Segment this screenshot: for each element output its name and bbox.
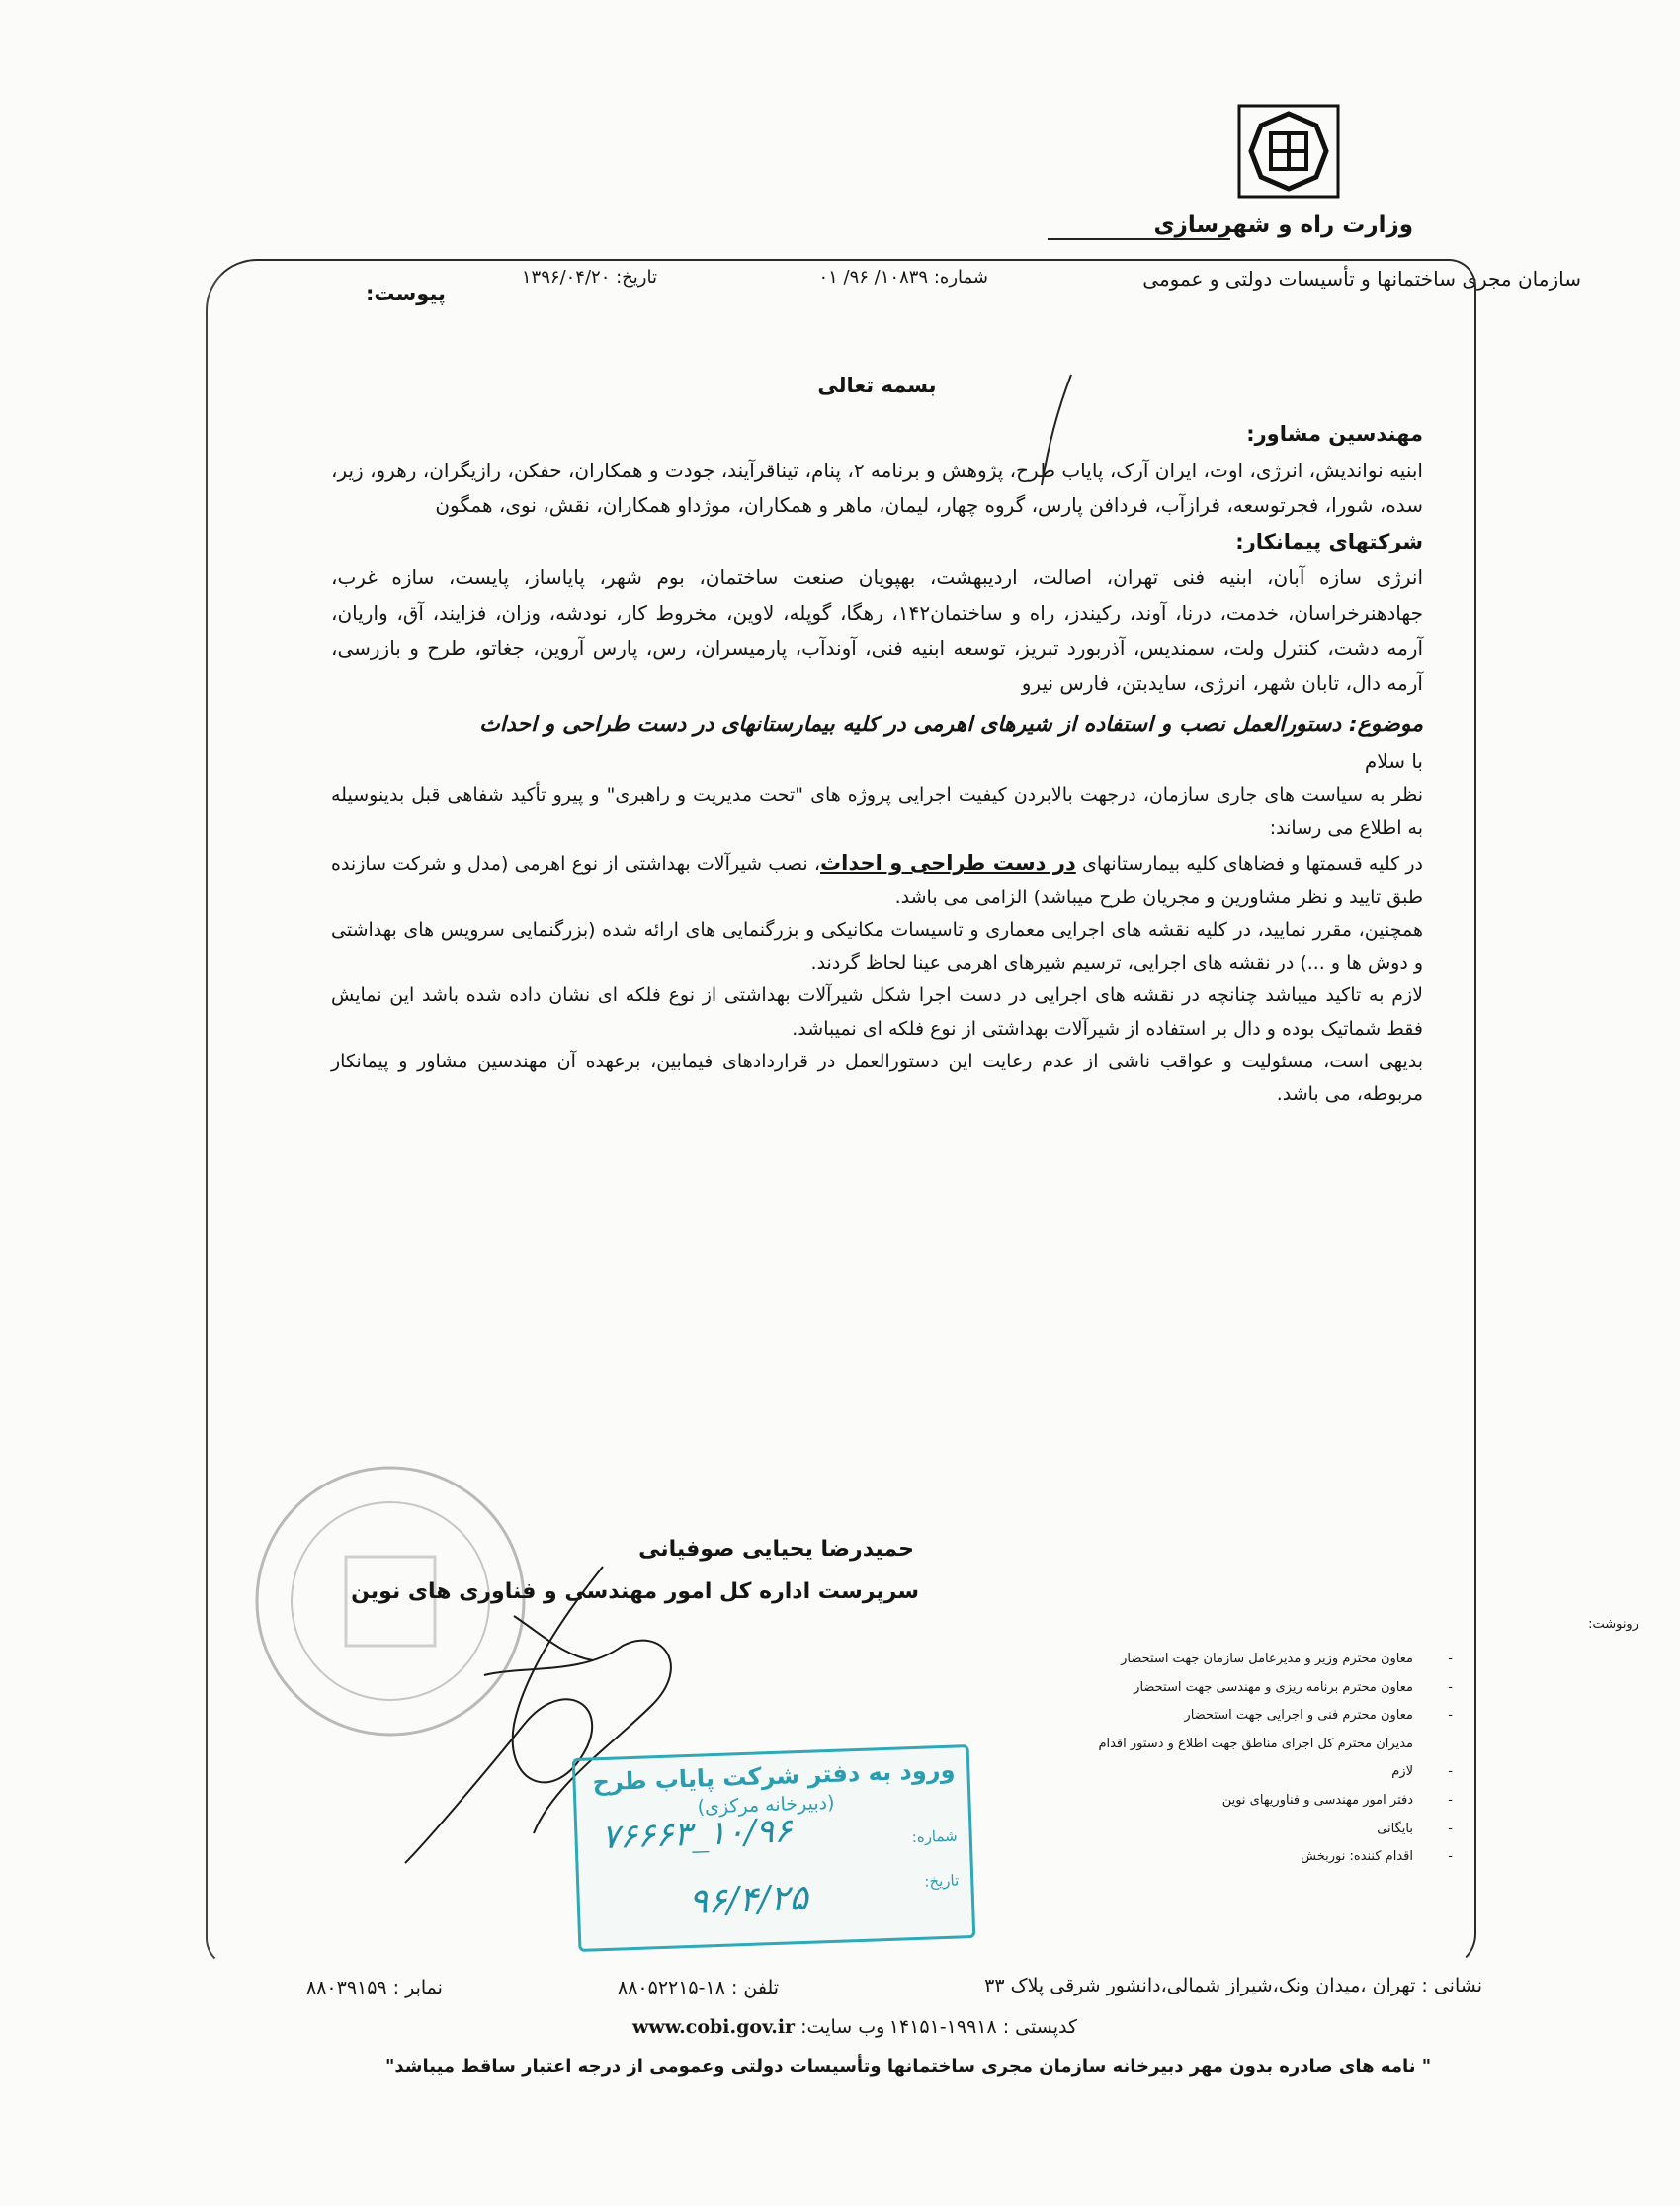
consultants-heading: مهندسین مشاور: [1246,422,1423,447]
cc-item: اقدام کننده: نوربخش - [1087,1843,1413,1872]
date-label: تاریخ: [616,267,657,288]
cc-item: دفتر امور مهندسی و فناوریهای نوین - [1087,1787,1413,1816]
paragraph-1: نظر به سیاست های جاری سازمان، درجهت بالابردن کیفیت اجرایی پروژه های "تحت مدیریت و راهبری" و پیرو تأکید شفاهی قبل بدینوسیله به اطلاع می رساند: [331,784,1423,839]
cc-title: رونوشت: [1588,1617,1638,1632]
cc-item: معاون محترم برنامه ریزی و مهندسی جهت استحضار - [1087,1674,1413,1703]
cc-list [1087,1646,1413,1872]
website-link[interactable]: www.cobi.gov.ir [632,2016,796,2038]
ministry-logo [1237,104,1340,199]
attachment-label: پیوست: [366,282,446,305]
cc-item: مدیران محترم کل اجرای مناطق جهت اطلاع و دستور اقدام لازم - [1087,1731,1413,1787]
greeting: با سلام [1364,748,1423,773]
stamp-date-label: تاریخ: [924,1871,960,1891]
paragraph-2-underlined: در دست طراحی و احداث [820,850,1076,875]
stamp-date-value: ۹۶/۴/۲۵ [688,1877,809,1923]
stamp-subtitle: (دبیرخانه مرکزی) [697,1791,835,1819]
signer-title: سرپرست اداره کل امور مهندسی و فناوری های نوین [351,1579,919,1604]
paragraph-2-end: ، نصب شیرآلات بهداشتی از نوع اهرمی (مدل و شرکت سازنده طبق تایید و نظر مشاورین و مجریان طرح میباشد) الزامی می باشد. [331,852,1423,908]
organization-name: سازمان مجری ساختمانها و تأسیسات دولتی و عمومی [1142,267,1581,291]
footer-website [632,2016,884,2038]
number-value: ۱۰۸۳۹/ ۹۶/ ۰۱ [818,267,929,288]
letter-title: بسمه تعالی [817,374,937,397]
subject-line: موضوع: دستورالعمل نصب و استفاده از شیرهای اهرمی در کلیه بیمارستانهای در دست طراحی و احداث [479,712,1423,737]
header-divider [1048,238,1230,240]
cc-item: معاون محترم وزیر و مدیرعامل سازمان جهت استحضار - [1087,1646,1413,1674]
cc-item: معاون محترم فنی و اجرایی جهت استحضار - [1087,1702,1413,1731]
paragraph-5: بدیهی است، مسئولیت و عواقب ناشی از عدم رعایت این دستورالعمل در قراردادهای فیمابین، برعهده آن مهندسین مشاور و پیمانکار مربوطه، می باشد. [331,1050,1423,1106]
paragraph-3: همچنین، مقرر نمایید، در کلیه نقشه های اجرایی معماری و تاسیسات مکانیکی و بزرگنمایی های ارائه شده (بزرگنمایی سرویس های بهداشتی و دوش ها و ...) در نقشه های اجرایی، ترسیم شیرهای اهرمی عینا لحاظ گردند. [331,918,1423,975]
website-label: وب سایت: [800,2016,885,2038]
paragraph-2 [331,845,1423,914]
footer-address: نشانی : تهران ،میدان ونک،شیراز شمالی،دانشور شرقی پلاک ۳۳ [984,1975,1482,1996]
stamp-number-label: شماره: [911,1826,958,1847]
paragraph-4: لازم به تاکید میباشد چنانچه در نقشه های اجرایی در دست اجرا شکل شیرآلات بهداشتی از نوع فلکه ای نشان داده شده باشد این نمایش فقط شماتیک بوده و دال بر استفاده از شیرآلات بهداشتی از نوع فلکه ای نمیباشد. [331,984,1423,1040]
paragraph-2-start: در کلیه قسمتها و فضاهای کلیه بیمارستانهای [1075,852,1423,875]
contractors-heading: شرکتهای پیمانکار: [1235,529,1423,553]
footer-phone: تلفن : ۱۸-۸۸۰۵۲۲۱۵ [618,1977,780,1998]
ministry-name: وزارت راه و شهرسازی [1153,212,1413,238]
contractors-list: انرژی سازه آبان، ابنیه فنی تهران، اصالت، اردیبهشت، بهپویان صنعت ساختمان، بوم شهر، پایاساز، پایست، سازه غرب، جهادهنرخراسان، خدمت، درنا، آوند، رکیندز، راه و ساختمان۱۴۲، رهگا، گوپله، لاوین، مخروط کار، نودشه، وزان، فزایند، آق، واریان، آرمه دشت، کنترل ولت، سمندیس، آذربورد تبریز، توسعه ابنیه فنی، آوندآب، پارمیسران، رس، پارس آروین، جغاتو، طرح و بازرسی، آرمه دال، تابان شهر، انرژی، سایدبتن، فارس نیرو [331,565,1423,696]
signer-name: حمیدرضا یحیایی صوفیانی [638,1537,914,1562]
stamp-title: ورود به دفتر شرکت پایاب طرح [592,1755,956,1797]
number-label: شماره: [933,267,988,288]
date-value: ۱۳۹۶/۰۴/۲۰ [521,267,611,288]
footer-fax: نمابر : ۸۸۰۳۹۱۵۹ [306,1977,443,1998]
footer-validity-note: " نامه های صادره بدون مهر دبیرخانه سازمان مجری ساختمانها وتأسیسات دولتی وعمومی از درجه اعتبار ساقط میباشد" [385,2056,1432,2077]
receipt-stamp [572,1744,976,1952]
consultants-list: ابنیه نواندیش، انرژی، اوت، ایران آرک، پایاب طرح، پژوهش و برنامه ۲، پنام، تیناقرآیند، جودت و همکاران، حفکن، رازیگران، رهرو، زیر، سده، شورا، فجرتوسعه، فرازآب، فردافن پارس، گروه چهار، لیمان، ماهر و همکاران، موژداو همکاران، نقش، نوی، همگون [331,458,1423,518]
cc-item: بایگانی - [1087,1816,1413,1844]
stamp-number-value: ۱۰/۹۶_۷۶۶۶۳ [600,1811,793,1858]
letter-body [331,368,1423,1111]
footer-postal-code: کدپستی : ۱۹۹۱۸-۱۴۱۵۱ [888,2016,1077,2038]
check-mark-icon [1008,371,1077,489]
